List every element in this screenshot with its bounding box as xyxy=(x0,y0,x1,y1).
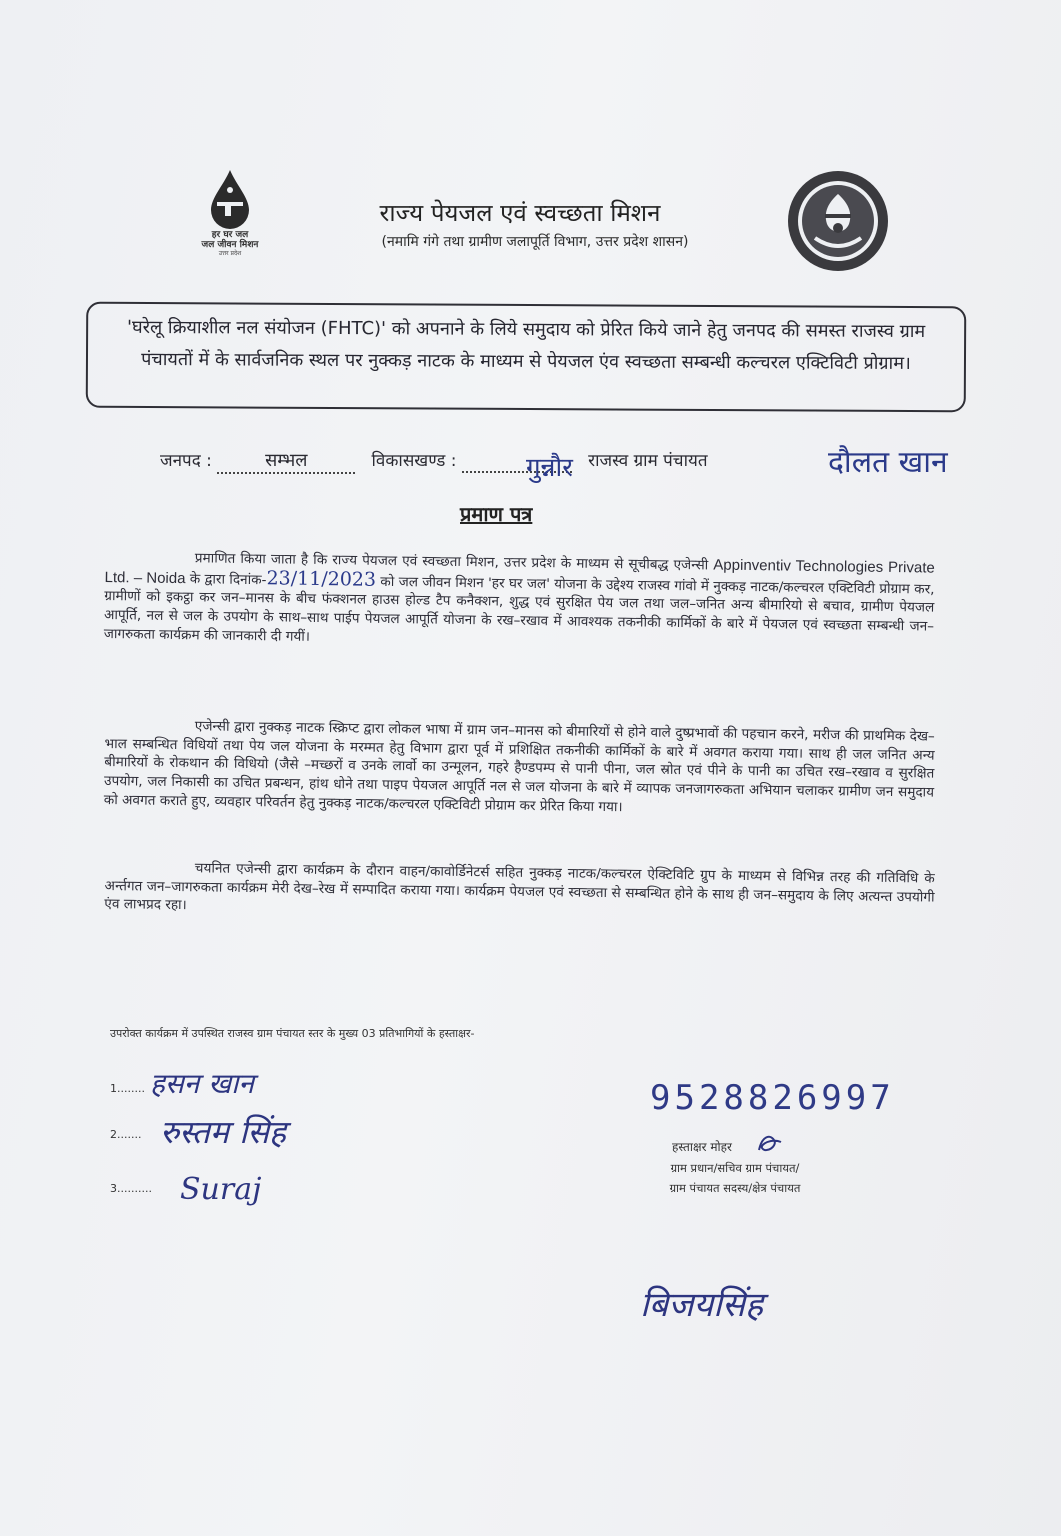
mission-subtitle: (नमामि गंगे तथा ग्रामीण जलापूर्ति विभाग, उत्तर प्रदेश शासन) xyxy=(381,234,689,250)
signature-stamp-label: हस्ताक्षर मोहर xyxy=(672,1140,732,1154)
paragraph-3 xyxy=(104,858,935,926)
participant-num: 1 xyxy=(110,1082,117,1095)
panchayat-label: राजस्व ग्राम पंचायत xyxy=(588,451,708,471)
participant-line-2: 2....... xyxy=(110,1128,142,1141)
program-date: 23/11/2023 xyxy=(266,566,377,591)
roles-line-1: ग्राम प्रधान/सचिव ग्राम पंचायत/ xyxy=(670,1161,800,1175)
block-value-handwritten: गुन्नौर xyxy=(526,453,573,483)
p1-text-b: के द्वारा दिनांक- xyxy=(189,570,267,588)
p1-text-c: को जल जीवन मिशन 'हर घर जल' योजना के उद्देश्य राजस्व गांवो में नुक्कड़ नाटक/कल्चरल एक्टिविटी प्रोग्राम कर, ग्रामीणों को इकट्ठा कर जन–मानस के बीच फंक्शनल हाउस होल्ड टैप कनैक्शन, शुद्ध एवं सुरक्षित पेय जल तथा जल–जनित अन्य बीमारियो से बचाव, ग्रामीण पेयजल आपूर्ति, नल से जल के उपयोग के साथ–साथ पाईप पेयजल आपूर्ति योजना के रख–रखाव में आवश्यक तकनीकी कार्मिकों के बारे में पेयजल एवं स्वच्छता सम्बन्धी जन–जागरुकता कार्यक्रम की जानकारी दी गयीं। xyxy=(103,573,935,645)
paragraph-1 xyxy=(104,548,935,655)
participant-signature-3: Suraj xyxy=(180,1172,262,1207)
paragraph-2 xyxy=(104,716,935,821)
p3-text: चयनित एजेन्सी द्वारा कार्यक्रम के दौरान वाहन/कावोर्डिनेटर्स सहित नुक्कड़ नाटक/कल्चरल ऐक्टिविटि ग्रुप के माध्यम से विभिन्न तरह की गतिविधि के अर्न्तगत जन–जागरुकता कार्यक्रम मेरी देख–रेख में सम्पादित कराया गया। कार्यक्रम पेयजल एवं स्वच्छता से सम्बन्धित होने के साथ ही जन–समुदाय के लिए अत्यन्त उपयोगी एंव लाभप्रद रहा। xyxy=(104,860,935,914)
participant-signature-2: रुस्तम सिंह xyxy=(160,1113,287,1151)
banner-text: 'घरेलू क्रियाशील नल संयोजन (FHTC)' को अपनाने के लिये समुदाय को प्रेरित किये जाने हेतु जनपद की समस्त राजस्व ग्राम पंचायतों में के सार्वजनिक स्थल पर नुक्कड़ नाटक के माध्यम से पेयजल एंव स्वच्छता सम्बन्धी कल्चरल एक्टिविटी प्रोग्राम। xyxy=(127,316,926,375)
certificate-title: प्रमाण पत्र xyxy=(460,502,533,526)
block-label: विकासखण्ड : xyxy=(371,451,457,471)
participant-num: 2 xyxy=(110,1128,117,1141)
participant-signature-1: हसन खान xyxy=(150,1067,254,1100)
agency-name: Appinventiv Technologies Private Ltd. – Noida xyxy=(104,556,935,587)
district-value-field xyxy=(217,448,355,474)
participant-num: 3 xyxy=(110,1182,117,1195)
p2-text: एजेन्सी द्वारा नुक्कड़ नाटक स्क्रिप्ट द्वारा लोकल भाषा में ग्राम जन–मानस को बीमारियों से होने वाले दुष्प्रभावों की पहचान करने, मरीज की प्राथमिक देख–भाल सम्बन्धित विधियों तथा पेय जल योजना के मरम्मत हेतु विभाग द्वारा पूर्व में प्रशिक्षित तकनीकी कार्मिकों के बारे में अवगत कराया गया। साथ ही जल जनित अन्य बीमारियों के रोकथान की विधियो (जैसे –मच्छरों व उनके लार्वो का उन्मूलन, गहरे हैण्डपम्प से पानी पीना, जल स्रोत एवं पीने के पानी का उचित रख–रखाव व सुरक्षित उपयोग, जल निकासी का उचित प्रबन्धन, हांथ धोने तथा पाइप पेयजल आपूर्ति नल से जल योजना के बारे में व्यापक जनजागरुकता अभियान चलाकर ग्रामीण जन समुदाय को अवगत कराते हुए, व्यवहार परिवर्तन हेतु नुक्कड़ नाटक/कल्चरल एक्टिविटी प्रोग्राम कर प्रेरित किया गया। xyxy=(103,718,935,816)
district-label: जनपद : xyxy=(160,451,212,471)
participant-line-1: 1........ xyxy=(110,1082,145,1095)
water-drop-icon xyxy=(205,168,255,230)
official-signature: बिजयसिंह xyxy=(640,1285,764,1325)
program-banner xyxy=(86,302,967,413)
location-fields xyxy=(160,448,708,474)
signatures-note: उपरोक्त कार्यक्रम में उपस्थित राजस्व ग्राम पंचायत स्तर के मुख्य 03 प्रतिभागियों के हस्ताक्षर- xyxy=(110,1027,475,1040)
roles-line-2: ग्राम पंचायत सदस्य/क्षेत्र पंचायत xyxy=(669,1181,801,1195)
mission-title: राज्य पेयजल एवं स्वच्छता मिशन xyxy=(379,199,661,227)
logo-text-3: उत्तर प्रदेश xyxy=(218,250,242,257)
stamp-scribble-icon xyxy=(756,1130,784,1158)
p1-text-a: प्रमाणित किया जाता है कि राज्य पेयजल एवं स्वच्छता मिशन, उत्तर प्रदेश के माध्यम से सूचीबद्ध एजेन्सी xyxy=(194,550,709,574)
district-value: सम्भल xyxy=(265,450,308,471)
logo-text-1: हर घर जल xyxy=(211,230,249,240)
signatory-roles xyxy=(620,1158,850,1198)
up-state-emblem-icon xyxy=(785,168,891,274)
panchayat-value-handwritten: दौलत खान xyxy=(828,445,948,480)
logo-text-2: जल जीवन मिशन xyxy=(201,240,259,250)
handwritten-phone-number: 9528826997 xyxy=(650,1078,895,1118)
participant-line-3: 3.......... xyxy=(110,1182,152,1195)
